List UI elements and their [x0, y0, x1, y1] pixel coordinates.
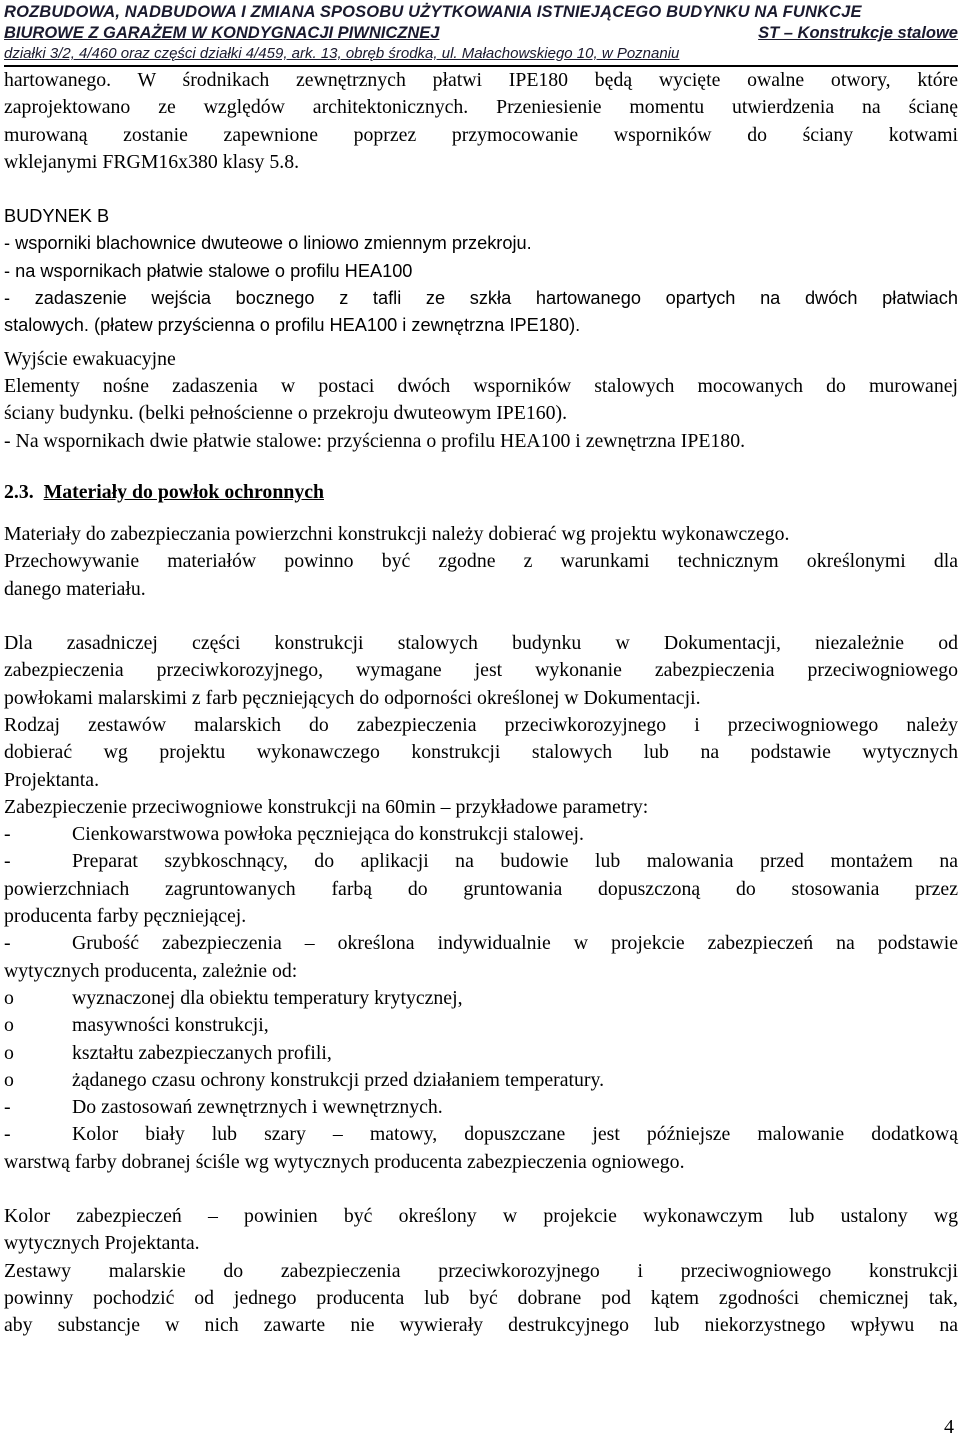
text-line: wklejanymi FRGM16x380 klasy 5.8.: [4, 150, 300, 173]
list-text: żądanego czasu ochrony konstrukcji przed działaniem temperatury.: [72, 1068, 605, 1091]
wyjscie-block: [4, 346, 958, 455]
section-heading: [4, 479, 958, 506]
list-marker: -: [4, 1123, 11, 1146]
text-line: aby substancje w nich zawarte nie wywierały destrukcyjnego lub niekorzystnego wpływu na: [4, 1314, 958, 1337]
text-line: zaprojektowano ze względów architektonicznych. Przeniesienie momentu utwierdzenia na ścianę: [4, 96, 958, 119]
document-page: [4, 0, 958, 1339]
list-text: wyznaczonej dla obiektu temperatury krytycznej,: [72, 986, 463, 1009]
list-item: [4, 1012, 958, 1039]
text-line: stalowych. (płatew przyścienna o profilu HEA100 i zewnętrzna IPE180).: [4, 315, 581, 336]
list-marker: -: [4, 932, 11, 955]
text-line: Elementy nośne zadaszenia w postaci dwóch wsporników stalowych mocowanych do murowanej: [4, 374, 958, 397]
text-line: hartowanego. W środnikach zewnętrznych płatwi IPE180 będą wycięte owalne otwory, które: [4, 69, 958, 91]
list-marker: o: [4, 986, 14, 1009]
list-text: Cienkowarstwowa powłoka pęczniejąca do konstrukcji stalowej.: [72, 823, 584, 846]
list-item: [4, 930, 958, 957]
section-number: 2.3.: [4, 480, 34, 503]
budynek-b-block: [4, 203, 958, 339]
list-marker: -: [4, 850, 11, 873]
text-line: - Na wspornikach dwie płatwie stalowe: przyścienna o profilu HEA100 i zewnętrzna IPE180.: [4, 429, 746, 452]
list-marker: o: [4, 1014, 14, 1037]
text-line: wytycznych producenta, zależnie od:: [4, 959, 298, 982]
text-line: Rodzaj zestawów malarskich do zabezpieczenia przeciwkorozyjnego i przeciwogniowego należy: [4, 713, 958, 736]
list-text: Do zastosowań zewnętrznych i wewnętrznych.: [72, 1096, 443, 1119]
document-body: [4, 67, 958, 1339]
text-line: Zabezpieczenie przeciwogniowe konstrukcji na 60min – przykładowe parametry:: [4, 795, 649, 818]
header-line-3-text: działki 3/2, 4/460 oraz części działki 4/459, ark. 13, obręb środka, ul. Małachowskiego 10, w Poznaniu: [4, 45, 680, 62]
text-line: wytycznych Projektanta.: [4, 1232, 200, 1255]
parameters-list: [4, 794, 958, 1176]
list-item: [4, 985, 958, 1012]
header-line-1: ROZBUDOWA, NADBUDOWA I ZMIANA SPOSOBU UŻYTKOWANIA ISTNIEJĄCEGO BUDYNKU NA FUNKCJE: [4, 3, 862, 21]
list-item: [4, 848, 958, 875]
list-text: masywności konstrukcji,: [72, 1014, 269, 1037]
text-line: danego materiału.: [4, 577, 146, 600]
running-header: [4, 0, 958, 67]
list-text: Grubość zabezpieczenia – określona indywidualnie w projekcie zabezpieczeń na podstawie: [72, 932, 958, 955]
list-text: Preparat szybkoschnący, do aplikacji na budowie lub malowania przed montażem na: [72, 850, 958, 873]
paragraph: [4, 630, 958, 712]
header-line-3: [4, 44, 958, 67]
paragraph: [4, 521, 958, 603]
text-line: Zestawy malarskie do zabezpieczenia przeciwkorozyjnego i przeciwogniowego konstrukcji: [4, 1259, 958, 1282]
text-line: powierzchniach zagruntowanych farbą do gruntowania dopuszczoną do stosowania przez: [4, 877, 958, 900]
list-marker: -: [4, 1096, 11, 1119]
text-line: Materiały do zabezpieczania powierzchni konstrukcji należy dobierać wg projektu wykonawczego.: [4, 523, 790, 546]
header-line-2-right: ST – Konstrukcje stalowe: [758, 24, 958, 42]
text-line: Dla zasadniczej części konstrukcji stalowych budynku w Dokumentacji, niezależnie od: [4, 632, 958, 655]
text-line: powinny pochodzić od jednego producenta lub być dobrane pod kątem zgodności chemicznej tak,: [4, 1286, 958, 1309]
text-line: warstwą farby dobranej ściśle wg wytycznych producenta zabezpieczenia ogniowego.: [4, 1150, 685, 1173]
text-line: ściany budynku. (belki pełnościenne o przekroju dwuteowym IPE160).: [4, 402, 568, 425]
list-text: Kolor biały lub szary – matowy, dopuszczane jest późniejsze malowanie dodatkową: [72, 1123, 958, 1146]
intro-paragraph: [4, 67, 958, 176]
paragraph: [4, 1258, 958, 1340]
text-line: powłokami malarskimi z farb pęczniejących do odporności określonej w Dokumentacji.: [4, 686, 701, 709]
text-line: Kolor zabezpieczeń – powinien być określony w projekcie wykonawczym lub ustalony wg: [4, 1204, 958, 1227]
list-text: kształtu zabezpieczanych profili,: [72, 1041, 332, 1064]
list-item: [4, 1067, 958, 1094]
section-title: Materiały do powłok ochronnych: [43, 480, 324, 503]
text-line: - zadaszenie wejścia bocznego z tafli ze szkła hartowanego opartych na dwóch płatwiach: [4, 288, 958, 309]
list-item: [4, 1040, 958, 1067]
block-title: BUDYNEK B: [4, 206, 110, 227]
text-line: dobierać wg projektu wykonawczego konstrukcji stalowych lub na podstawie wytycznych: [4, 741, 958, 764]
page-number: 4: [944, 1416, 954, 1438]
header-line-2-left: BIUROWE Z GARAŻEM W KONDYGNACJI PIWNICZNEJ: [4, 24, 440, 42]
text-line: zabezpieczenia przeciwkorozyjnego, wymagane jest wykonanie zabezpieczenia przeciwogniowego: [4, 659, 958, 682]
list-item: [4, 821, 958, 848]
list-marker: o: [4, 1068, 14, 1091]
list-marker: -: [4, 823, 11, 846]
block-title: Wyjście ewakuacyjne: [4, 347, 176, 370]
text-line: producenta farby pęczniejącej.: [4, 905, 247, 928]
text-line: Przechowywanie materiałów powinno być zgodne z warunkami technicznym określonymi dla: [4, 550, 958, 573]
text-line: - na wspornikach płatwie stalowe o profilu HEA100: [4, 260, 413, 281]
text-line: Projektanta.: [4, 768, 100, 791]
paragraph: [4, 712, 958, 794]
list-item: [4, 1121, 958, 1148]
list-marker: o: [4, 1041, 14, 1064]
paragraph: [4, 1203, 958, 1258]
list-item: [4, 1094, 958, 1121]
text-line: murowaną zostanie zapewnione poprzez przymocowanie wsporników do ściany kotwami: [4, 123, 958, 146]
text-line: - wsporniki blachownice dwuteowe o liniowo zmiennym przekroju.: [4, 233, 532, 254]
header-line-2: [4, 23, 958, 44]
